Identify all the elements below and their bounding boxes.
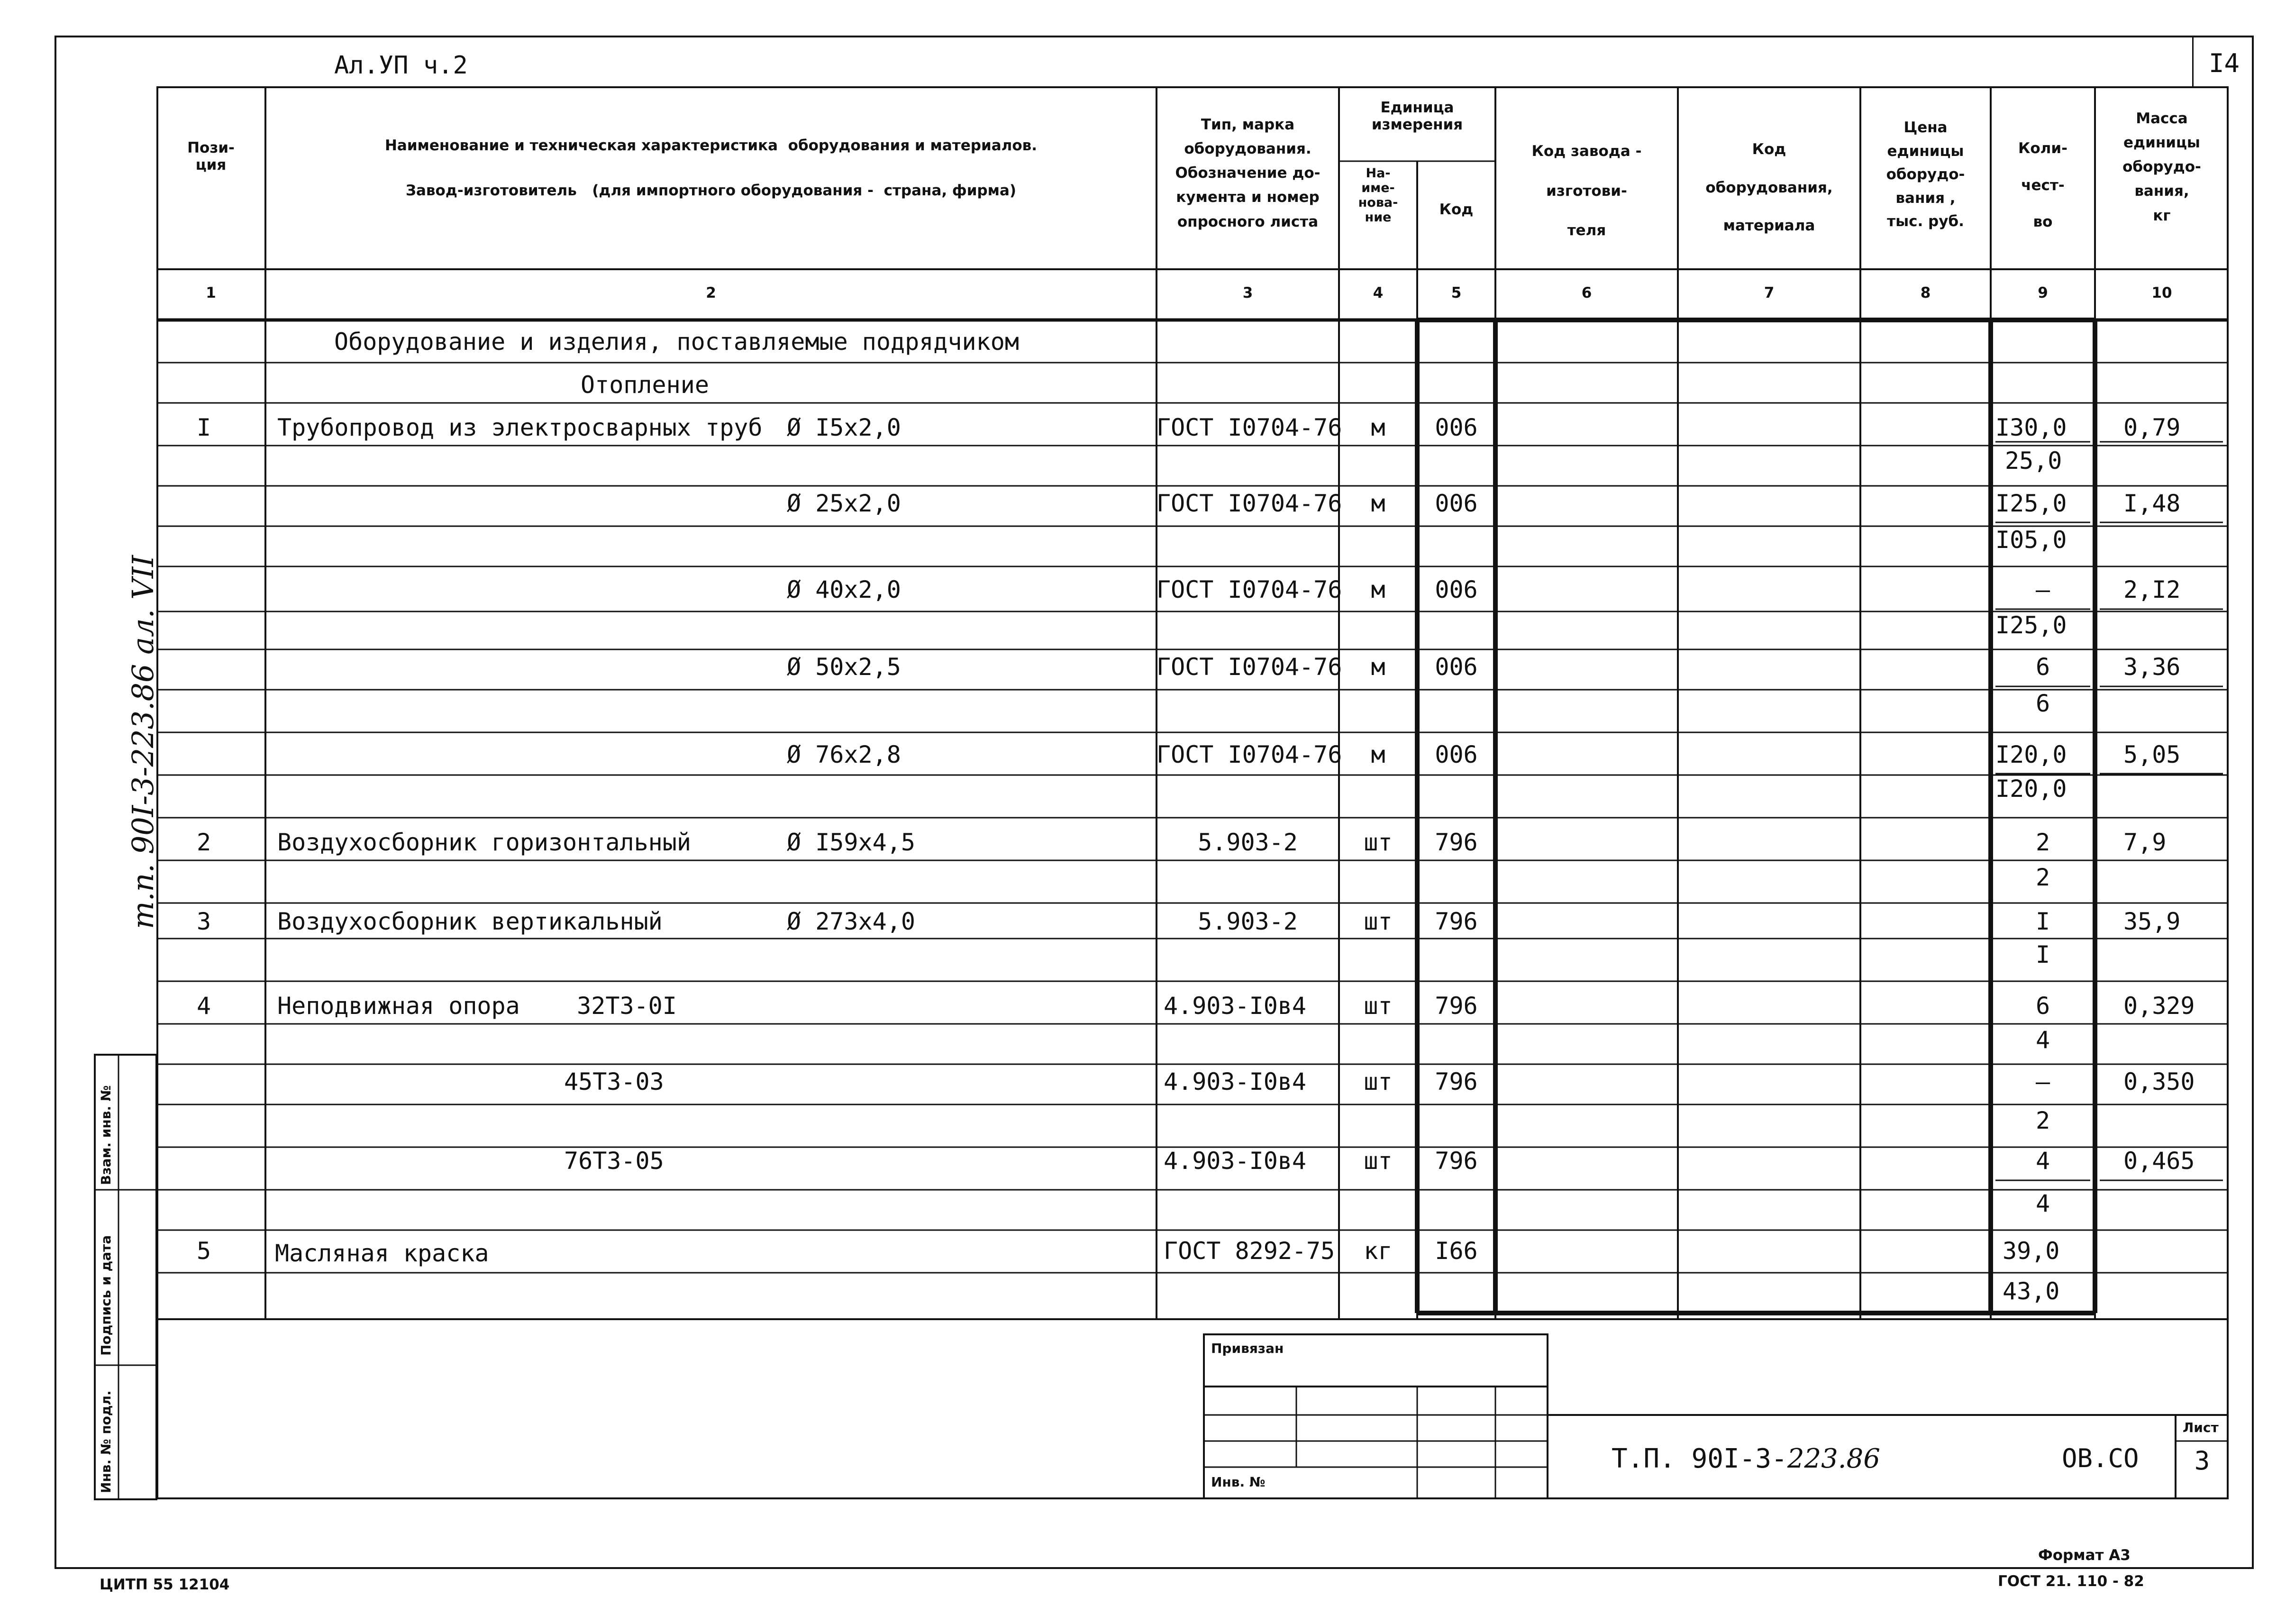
row-position: 3 bbox=[196, 908, 211, 935]
row-doc: ГОСТ I0704-76 bbox=[1157, 653, 1342, 681]
side-vzam-inv: Взам. инв. № bbox=[98, 1085, 114, 1185]
side-handwritten-code: т.п. 90I-3-223.86 ал. VII bbox=[126, 555, 160, 929]
row-unit: шт bbox=[1364, 1147, 1393, 1175]
top-label: Ал.УП ч.2 bbox=[334, 51, 468, 80]
column-number: 6 bbox=[1581, 284, 1592, 301]
column-number: 7 bbox=[1764, 284, 1775, 301]
row-size: Ø 273x4,0 bbox=[787, 908, 915, 935]
row-position: 2 bbox=[196, 829, 211, 856]
header-position: Пози- ция bbox=[187, 139, 235, 173]
row-unit: м bbox=[1371, 576, 1385, 603]
row-unit-code: 006 bbox=[1435, 741, 1478, 768]
section-title: Оборудование и изделия, поставляемые подрядчиком bbox=[334, 328, 1019, 356]
row-unit-code: 796 bbox=[1435, 992, 1478, 1020]
header-unit-group: Единица измерения bbox=[1371, 99, 1463, 133]
stamp-doc-code bbox=[1612, 1443, 1880, 1474]
row-name: Масляная краска bbox=[275, 1240, 489, 1267]
row-mass: 35,9 bbox=[2123, 908, 2181, 935]
row-unit-code: 006 bbox=[1435, 490, 1478, 517]
row-mass: 0,79 bbox=[2123, 414, 2181, 441]
side-podpis-data: Подпись и дата bbox=[98, 1235, 114, 1356]
subsection-title: Отопление bbox=[581, 371, 709, 399]
row-quantity-2: I bbox=[2035, 941, 2050, 968]
row-mass: 7,9 bbox=[2123, 829, 2167, 856]
footer-gost: ГОСТ 21. 110 - 82 bbox=[1998, 1573, 2144, 1590]
stamp-doc-code-handwritten: 223.86 bbox=[1787, 1443, 1880, 1474]
row-unit: шт bbox=[1364, 992, 1393, 1020]
row-mass: I,48 bbox=[2123, 490, 2181, 517]
footer-left-code: ЦИТП 55 12104 bbox=[100, 1576, 230, 1593]
row-doc: ГОСТ I0704-76 bbox=[1157, 741, 1342, 768]
row-size: Ø I59x4,5 bbox=[787, 829, 915, 856]
row-mass: 5,05 bbox=[2123, 741, 2181, 768]
header-mass: Масса единицы оборудо- вания, кг bbox=[2122, 110, 2201, 224]
row-doc: 4.903-I0в4 bbox=[1164, 1068, 1307, 1095]
header-name-line2: Завод-изготовитель (для импортного оборудования - страна, фирма) bbox=[405, 182, 1017, 199]
column-number: 3 bbox=[1242, 284, 1253, 301]
column-number: 5 bbox=[1451, 284, 1462, 301]
stamp-sheet-label: Лист bbox=[2183, 1420, 2219, 1435]
row-quantity-2: 2 bbox=[2035, 1107, 2050, 1134]
row-unit-code: 796 bbox=[1435, 908, 1478, 935]
row-quantity-2: I05,0 bbox=[1995, 526, 2067, 554]
row-name: Воздухосборник вертикальный bbox=[277, 908, 663, 935]
stamp-privyazan: Привязан bbox=[1211, 1341, 1284, 1356]
row-position: 5 bbox=[196, 1237, 211, 1265]
row-size: Ø 25x2,0 bbox=[787, 490, 901, 517]
row-quantity: 6 bbox=[2035, 653, 2050, 681]
row-mass: 2,I2 bbox=[2123, 576, 2181, 603]
side-inv-podl: Инв. № подл. bbox=[98, 1390, 114, 1493]
row-mass: 0,350 bbox=[2123, 1068, 2195, 1095]
header-equipment-code: Код оборудования, материала bbox=[1705, 141, 1833, 235]
row-quantity: I25,0 bbox=[1995, 490, 2067, 517]
row-doc: 5.903-2 bbox=[1198, 908, 1298, 935]
row-quantity: 2 bbox=[2035, 829, 2050, 856]
row-name: Трубопровод из электросварных труб bbox=[277, 414, 763, 441]
row-size: Ø I5x2,0 bbox=[787, 414, 901, 441]
row-quantity: I20,0 bbox=[1995, 741, 2067, 768]
row-unit-code: 796 bbox=[1435, 1068, 1478, 1095]
row-size: Ø 50x2,5 bbox=[787, 653, 901, 681]
row-doc: 5.903-2 bbox=[1198, 829, 1298, 856]
row-size: Ø 40x2,0 bbox=[787, 576, 901, 603]
row-position: I bbox=[196, 414, 211, 441]
row-mass: 3,36 bbox=[2123, 653, 2181, 681]
row-name: 45Т3-03 bbox=[564, 1068, 664, 1095]
row-quantity-2: I20,0 bbox=[1995, 775, 2067, 803]
row-quantity-2: 43,0 bbox=[2003, 1277, 2060, 1305]
header-price: Цена единицы оборудо- вания , тыс. руб. bbox=[1886, 119, 1965, 230]
row-name: 76Т3-05 bbox=[564, 1147, 664, 1175]
stamp-mark: ОВ.СО bbox=[2062, 1443, 2139, 1473]
row-unit: м bbox=[1371, 414, 1385, 441]
row-name: Неподвижная опора 32Т3-0I bbox=[277, 992, 677, 1020]
footer-format: Формат А3 bbox=[2038, 1547, 2131, 1564]
column-number: 8 bbox=[1920, 284, 1931, 301]
stamp-doc-code-print: Т.П. 90I-3- bbox=[1612, 1443, 1787, 1474]
column-number: 4 bbox=[1373, 284, 1384, 301]
column-number: 10 bbox=[2151, 284, 2172, 301]
header-unit-code: Код bbox=[1439, 201, 1474, 218]
header-type: Тип, марка оборудования. Обозначение до- кумента и номер опросного листа bbox=[1175, 116, 1321, 230]
row-quantity-2: 2 bbox=[2035, 864, 2050, 891]
header-name-line1: Наименование и техническая характеристика оборудования и материалов. bbox=[384, 137, 1038, 154]
row-unit: шт bbox=[1364, 908, 1393, 935]
row-quantity: I bbox=[2035, 908, 2050, 935]
row-quantity-2: 4 bbox=[2035, 1026, 2050, 1054]
row-unit: м bbox=[1371, 741, 1385, 768]
header-unit-name: На- име- нова- ние bbox=[1358, 166, 1398, 225]
row-mass: 0,465 bbox=[2123, 1147, 2195, 1175]
header-quantity: Коли- чест- во bbox=[2018, 140, 2067, 230]
row-unit-code: 796 bbox=[1435, 829, 1478, 856]
row-unit-code: 796 bbox=[1435, 1147, 1478, 1175]
row-mass: 0,329 bbox=[2123, 992, 2195, 1020]
row-unit: кг bbox=[1364, 1237, 1393, 1265]
row-quantity-2: 4 bbox=[2035, 1190, 2050, 1217]
row-size: Ø 76x2,8 bbox=[787, 741, 901, 768]
row-doc: 4.903-I0в4 bbox=[1164, 1147, 1307, 1175]
row-name: Воздухосборник горизонтальный bbox=[277, 829, 691, 856]
row-doc: ГОСТ I0704-76 bbox=[1157, 490, 1342, 517]
page-number-top: I4 bbox=[2209, 48, 2240, 78]
row-quantity: – bbox=[2035, 576, 2050, 603]
row-quantity: 4 bbox=[2035, 1147, 2050, 1175]
row-unit: м bbox=[1371, 490, 1385, 517]
row-quantity: I30,0 bbox=[1995, 414, 2067, 441]
row-doc: ГОСТ I0704-76 bbox=[1157, 576, 1342, 603]
header-factory-code: Код завода - изготови- теля bbox=[1531, 143, 1642, 239]
row-unit-code: 006 bbox=[1435, 576, 1478, 603]
row-unit: шт bbox=[1364, 829, 1393, 856]
row-unit-code: 006 bbox=[1435, 653, 1478, 681]
row-doc: ГОСТ I0704-76 bbox=[1157, 414, 1342, 441]
stamp-inv-no: Инв. № bbox=[1211, 1474, 1266, 1490]
row-doc: ГОСТ 8292-75 bbox=[1164, 1237, 1335, 1265]
row-quantity-2: I25,0 bbox=[1995, 611, 2067, 639]
row-quantity: 39,0 bbox=[2003, 1237, 2060, 1265]
row-quantity: 6 bbox=[2035, 992, 2050, 1020]
row-doc: 4.903-I0в4 bbox=[1164, 992, 1307, 1020]
row-quantity-2: 25,0 bbox=[2005, 447, 2062, 474]
column-number: 2 bbox=[706, 284, 716, 301]
column-number: 1 bbox=[206, 284, 216, 301]
row-quantity: – bbox=[2035, 1068, 2050, 1095]
row-unit: м bbox=[1371, 653, 1385, 681]
row-unit-code: I66 bbox=[1435, 1237, 1478, 1265]
column-number: 9 bbox=[2038, 284, 2048, 301]
row-quantity-2: 6 bbox=[2035, 690, 2050, 717]
row-unit: шт bbox=[1364, 1068, 1393, 1095]
stamp-sheet-number: 3 bbox=[2194, 1446, 2210, 1476]
row-position: 4 bbox=[196, 992, 211, 1020]
row-unit-code: 006 bbox=[1435, 414, 1478, 441]
